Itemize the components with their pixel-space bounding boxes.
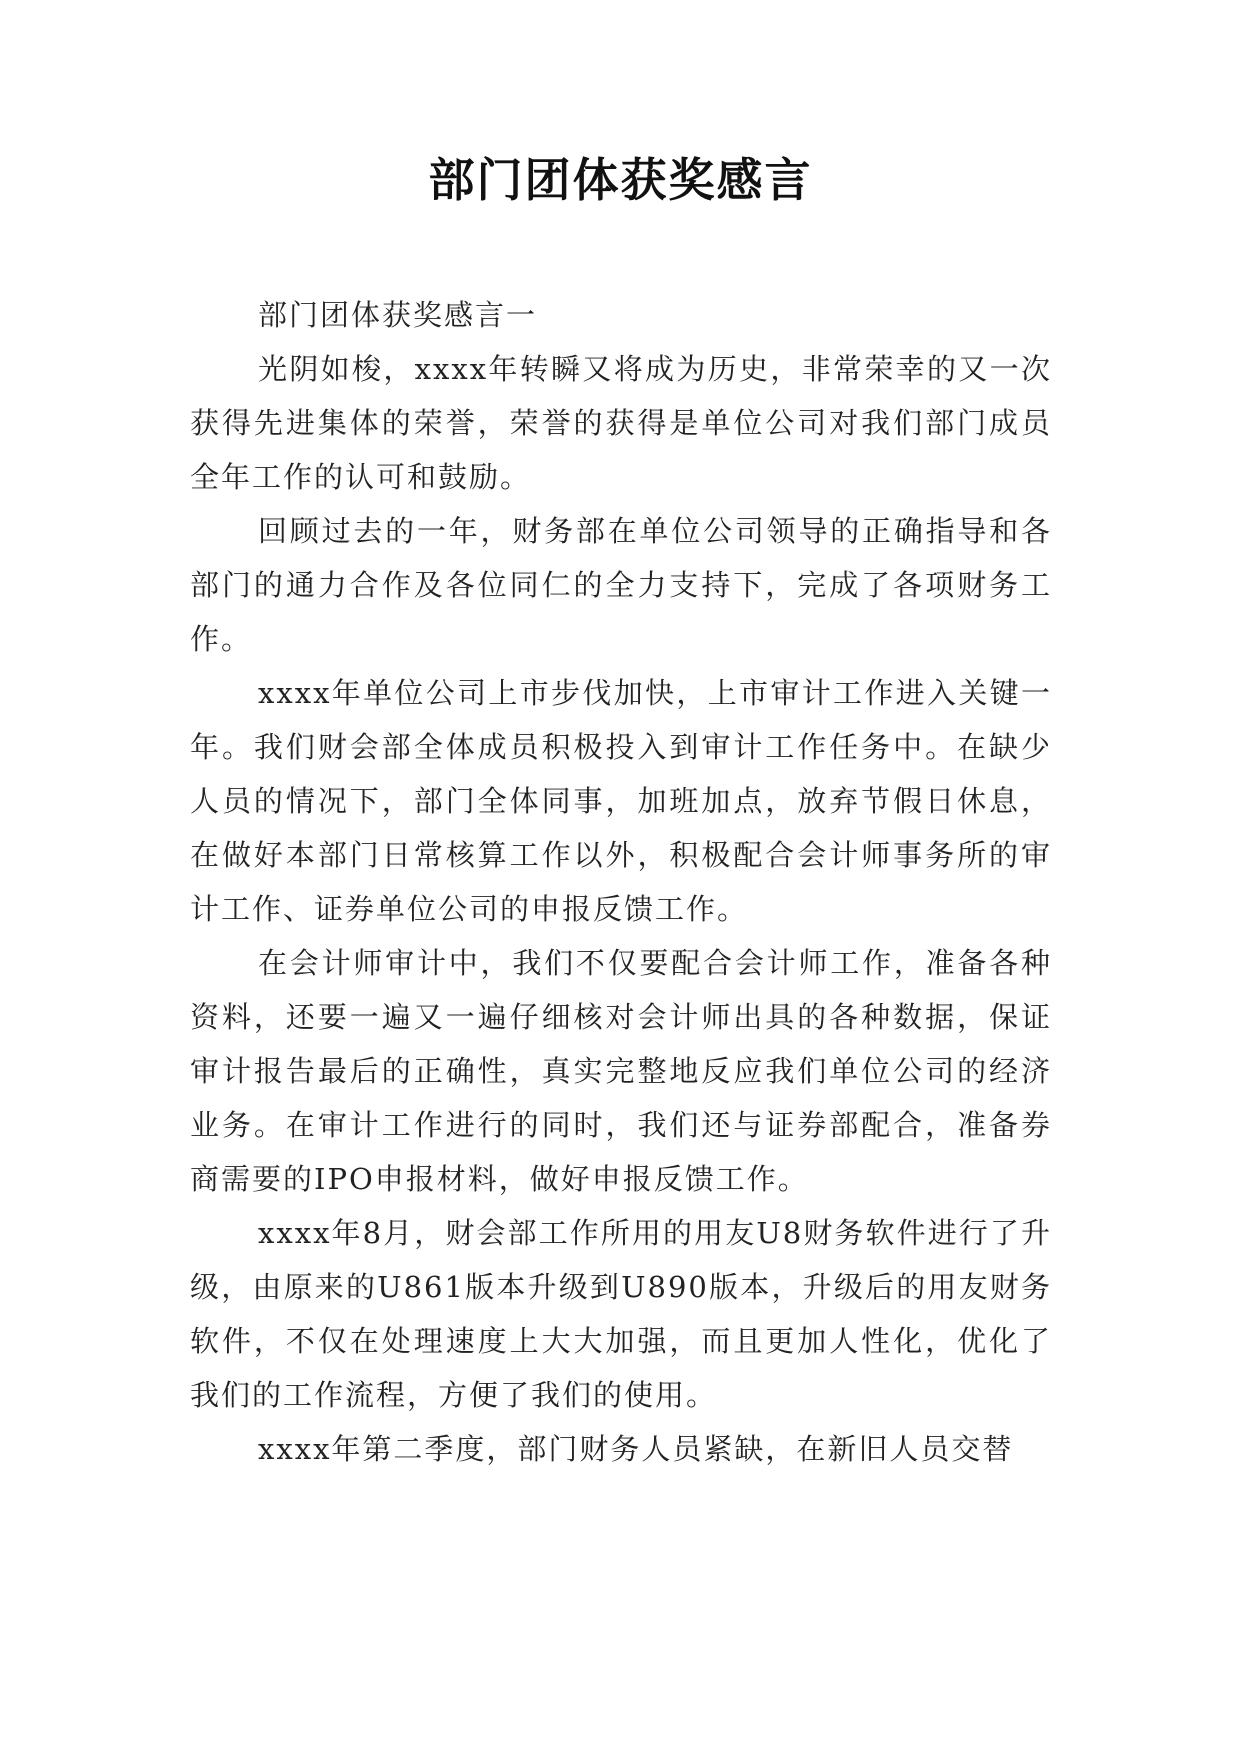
paragraph: 回顾过去的一年，财务部在单位公司领导的正确指导和各部门的通力合作及各位同仁的全力支持下，完成了各项财务工作。 bbox=[190, 514, 1052, 656]
paragraph: xxxx年第二季度，部门财务人员紧缺，在新旧人员交替 bbox=[258, 1432, 1014, 1466]
paragraph: 光阴如梭，xxxx年转瞬又将成为历史，非常荣幸的又一次获得先进集体的荣誉，荣誉的获得是单位公司对我们部门成员全年工作的认可和鼓励。 bbox=[190, 352, 1052, 494]
document-body bbox=[190, 288, 1052, 1476]
paragraph: xxxx年单位公司上市步伐加快，上市审计工作进入关键一年。我们财会部全体成员积极投入到审计工作任务中。在缺少人员的情况下，部门全体同事，加班加点，放弃节假日休息，在做好本部门日常核算工作以外，积极配合会计师事务所的审计工作、证券单位公司的申报反馈工作。 bbox=[190, 676, 1052, 926]
paragraph: xxxx年8月，财会部工作所用的用友U8财务软件进行了升级，由原来的U861版本升级到U890版本，升级后的用友财务软件，不仅在处理速度上大大加强，而且更加人性化，优化了我们的工作流程，方便了我们的使用。 bbox=[190, 1216, 1052, 1412]
paragraph: 在会计师审计中，我们不仅要配合会计师工作，准备各种资料，还要一遍又一遍仔细核对会计师出具的各种数据，保证审计报告最后的正确性，真实完整地反应我们单位公司的经济业务。在审计工作进行的同时，我们还与证券部配合，准备券商需要的IPO申报材料，做好申报反馈工作。 bbox=[190, 946, 1052, 1196]
document-title: 部门团体获奖感言 bbox=[428, 153, 813, 207]
paragraph-subtitle: 部门团体获奖感言一 bbox=[258, 298, 538, 332]
